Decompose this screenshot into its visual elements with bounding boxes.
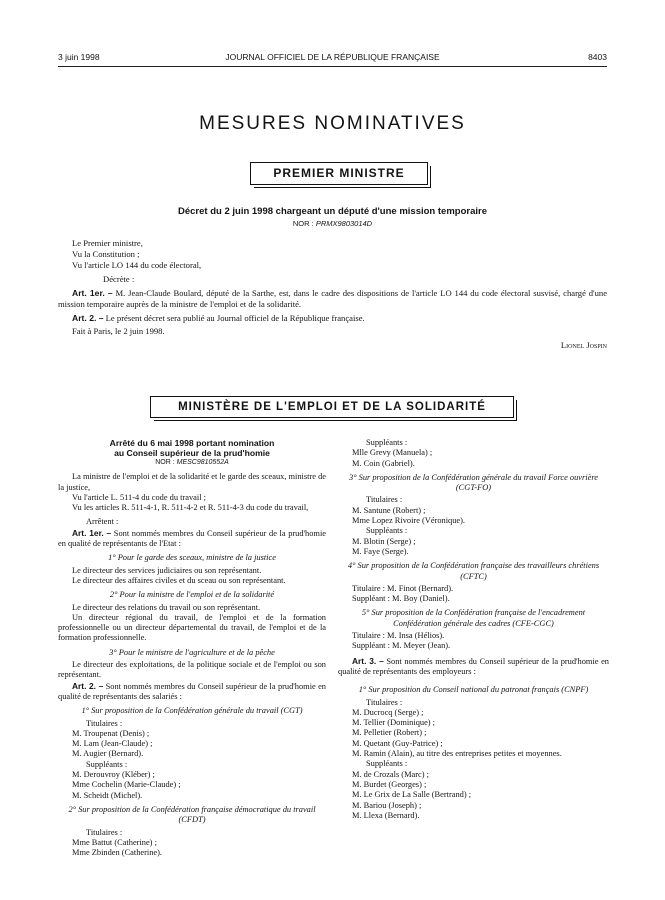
ministry-box-premier-ministre: PREMIER MINISTRE xyxy=(250,162,428,185)
decrete: Décrète : xyxy=(103,274,135,284)
suppleants-label: Suppléants : xyxy=(366,526,408,536)
decree-body xyxy=(58,238,607,351)
signature: Lionel Jospin xyxy=(560,340,607,350)
arretent: Arrêtent : xyxy=(86,517,119,527)
article-label: Art. 1er. – xyxy=(72,527,112,538)
list-item: M. Le Grix de La Salle (Bertrand) ; xyxy=(352,790,472,800)
paragraph: Vu les articles R. 511-4-1, R. 511-4-2 et R. 511-4-3 du code du travail, xyxy=(72,503,309,513)
column-right xyxy=(338,438,609,821)
section-heading: 2° Sur proposition de la Confédération française démocratique du travail (CFDT) xyxy=(68,804,316,825)
list-item: M. Lam (Jean-Claude) ; xyxy=(72,739,153,749)
list-item: Mme Battut (Catherine) ; xyxy=(72,837,157,847)
titulaires-label: Titulaires : xyxy=(86,718,123,728)
article-text: Sont nommés membres du Conseil supérieur de la prud'homie en qualité de représentants des salariés : xyxy=(58,681,326,701)
titulaires-label: Titulaires : xyxy=(366,495,403,505)
paragraph: Le directeur des affaires civiles et du sceau ou son représentant. xyxy=(72,575,286,585)
paragraph: Le directeur des services judiciaires ou son représentant. xyxy=(72,565,262,575)
header-date: 3 juin 1998 xyxy=(58,52,100,62)
section-heading: 1° Sur proposition de la Confédération générale du travail (CGT) xyxy=(81,706,303,716)
list-item: Suppléant : M. Meyer (Jean). xyxy=(352,641,451,651)
article-1 xyxy=(58,288,607,310)
list-item: M. Ducrocq (Serge) ; xyxy=(352,707,424,717)
decree-nor xyxy=(0,219,665,228)
list-item: Suppléant : M. Boy (Daniel). xyxy=(352,594,450,604)
list-item: M. Derouvroy (Kléber) ; xyxy=(72,770,155,780)
list-item: M. Llexa (Bernard). xyxy=(352,810,420,820)
list-item: M. Scheidt (Michel). xyxy=(72,790,143,800)
list-item: M. de Crozals (Marc) ; xyxy=(352,769,429,779)
list-item: M. Faye (Serge). xyxy=(352,546,409,556)
page-title: MESURES NOMINATIVES xyxy=(199,113,466,134)
paragraph: Le directeur des relations du travail ou son représentant. xyxy=(72,602,261,612)
section-heading: 1° Pour le garde des sceaux, ministre de la justice xyxy=(108,553,276,563)
article-text: M. Jean-Claude Boulard, député de la Sarthe, est, dans le cadre des dispositions de l'article LO 144 du code électoral susvisé, chargé d'une mission temporaire auprès de la ministre de l'emploi et de la solidarité. xyxy=(58,288,608,309)
section-heading: 1° Sur proposition du Conseil national du patronat français (CNPF) xyxy=(358,685,589,695)
list-item: M. Blotin (Serge) ; xyxy=(352,536,416,546)
list-item: M. Pelletier (Robert) ; xyxy=(352,728,427,738)
fait-a-paris: Fait à Paris, le 2 juin 1998. xyxy=(72,326,165,336)
section-heading: 3° Sur proposition de la Confédération générale du travail Force ouvrière (CGT-FO) xyxy=(349,472,598,493)
article-label: Art. 2. – xyxy=(72,313,104,323)
paragraph: Un directeur régional du travail, de l'emploi et de la formation professionnelle ou un directeur départemental du travail, de l'emploi et de la formation professionnelle. xyxy=(58,612,326,643)
intro-line: Vu la Constitution ; xyxy=(72,249,140,259)
section-heading: 4° Sur proposition de la Confédération française des travailleurs chrétiens (CFTC) xyxy=(347,561,600,581)
nor-label: NOR : xyxy=(155,459,177,466)
header-page-number: 8403 xyxy=(588,52,607,62)
list-item: Mme Lopez Rivoire (Véronique). xyxy=(352,516,466,526)
titulaires-label: Titulaires : xyxy=(86,827,123,837)
paragraph: La ministre de l'emploi et de la solidarité et le garde des sceaux, ministre de la justice, xyxy=(58,472,326,492)
suppleants-label: Suppléants : xyxy=(366,438,408,447)
header-journal-title: JOURNAL OFFICIEL DE LA RÉPUBLIQUE FRANÇAISE xyxy=(225,52,440,62)
list-item: M. Burdet (Georges) ; xyxy=(352,779,427,789)
list-item: M. Troupenat (Denis) ; xyxy=(72,728,150,738)
arrete-title: au Conseil supérieur de la prud'homie xyxy=(114,448,270,458)
list-item: Titulaire : M. Insa (Hélios). xyxy=(352,631,445,641)
arrete-nor xyxy=(58,458,326,468)
list-item: M. Augier (Bernard). xyxy=(72,749,144,759)
paragraph: Le directeur des exploitations, de la politique sociale et de l'emploi ou son représentant. xyxy=(58,660,326,680)
suppleants-label: Suppléants : xyxy=(86,759,128,769)
section-heading: 5° Sur proposition de la Confédération française de l'encadrement Confédération générale des cadres (CFE-CGC) xyxy=(361,608,586,628)
list-item: M. Coin (Gabriel). xyxy=(352,458,415,468)
list-item: M. Tellier (Dominique) ; xyxy=(352,718,435,728)
ministry-box-emploi: MINISTÈRE DE L'EMPLOI ET DE LA SOLIDARITÉ xyxy=(150,396,514,418)
list-item: M. Quetant (Guy-Patrice) ; xyxy=(352,738,443,748)
article-label: Art. 2. – xyxy=(72,680,104,691)
section-heading: 3° Pour le ministre de l'agriculture et de la pêche xyxy=(109,647,275,657)
header-rule xyxy=(58,66,607,67)
article-3 xyxy=(338,656,609,678)
arrete-title: Arrêté du 6 mai 1998 portant nomination xyxy=(109,438,275,448)
list-item: Mme Zbinden (Catherine). xyxy=(72,848,163,858)
titulaires-label: Titulaires : xyxy=(366,697,403,707)
article-1 xyxy=(58,528,326,550)
suppleants-label: Suppléants : xyxy=(366,759,408,769)
nor-code: MESC9810552A xyxy=(176,459,229,466)
list-item: Mlle Grevy (Manuela) ; xyxy=(352,448,433,458)
article-text: Le présent décret sera publié au Journal officiel de la République française. xyxy=(103,313,365,323)
decree-title: Décret du 2 juin 1998 chargeant un député d'une mission temporaire xyxy=(178,206,487,217)
paragraph: Vu l'article L. 511-4 du code du travail ; xyxy=(72,492,206,502)
nor-label: NOR : xyxy=(292,219,316,228)
list-item: M. Santune (Robert) ; xyxy=(352,505,426,515)
article-label: Art. 1er. – xyxy=(72,288,113,298)
article-text: Sont nommés membres du Conseil supérieur de la prud'homie en qualité de représentants des employeurs : xyxy=(338,656,609,676)
intro-line: Vu l'article LO 144 du code électoral, xyxy=(72,260,202,270)
list-item: M. Ramin (Alain), au titre des entreprises petites et moyennes. xyxy=(352,749,562,759)
running-header xyxy=(58,52,607,64)
section-heading: 2° Pour la ministre de l'emploi et de la solidarité xyxy=(109,590,275,600)
article-2 xyxy=(58,313,607,324)
intro-line: Le Premier ministre, xyxy=(72,238,143,248)
list-item: Mme Cochelin (Marie-Claude) ; xyxy=(72,780,181,790)
article-label: Art. 3. – xyxy=(352,655,384,666)
article-2 xyxy=(58,681,326,703)
column-left xyxy=(58,438,326,858)
list-item: Titulaire : M. Finot (Bernard). xyxy=(352,583,454,593)
nor-code: PRMX9803014D xyxy=(315,219,373,228)
list-item: M. Bariou (Joseph) ; xyxy=(352,800,422,810)
article-text: Sont nommés membres du Conseil supérieur de la prud'homie en qualité de représentants de l'Etat : xyxy=(58,528,326,549)
